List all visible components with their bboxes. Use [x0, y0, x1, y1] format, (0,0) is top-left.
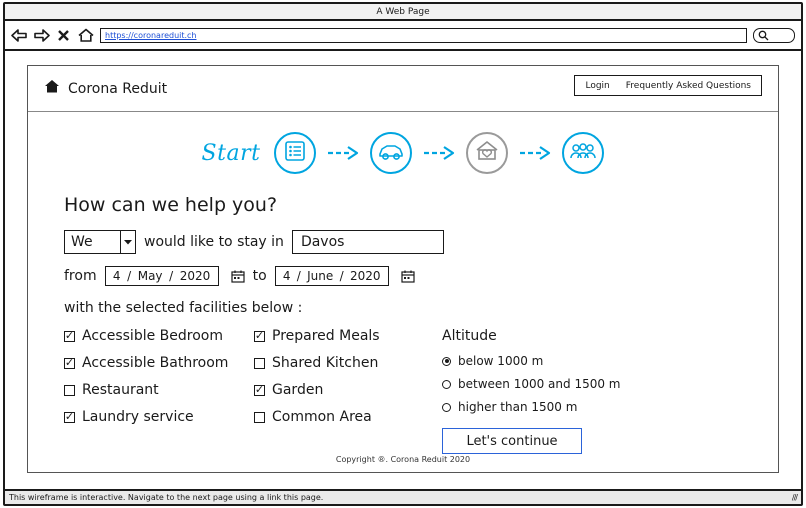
date-sep: / — [169, 269, 174, 283]
checkbox-label: Laundry service — [82, 409, 194, 425]
checkbox-shared-kitchen[interactable] — [254, 355, 424, 371]
checkbox-label: Garden — [272, 382, 324, 398]
dashed-arrow-icon — [518, 141, 552, 165]
car-icon — [378, 141, 404, 165]
date-sep: / — [127, 269, 132, 283]
checkbox-box — [254, 412, 265, 423]
checkbox-accessible-bathroom[interactable] — [64, 355, 254, 371]
nav-button-group — [11, 27, 94, 44]
dates-row — [64, 266, 778, 286]
checkbox-laundry-service[interactable] — [64, 409, 254, 425]
checkbox-label: Accessible Bedroom — [82, 328, 223, 344]
checkbox-label: Accessible Bathroom — [82, 355, 229, 371]
radio-label: below 1000 m — [458, 354, 544, 368]
dashed-arrow-icon — [326, 141, 360, 165]
header-links — [574, 75, 762, 96]
back-arrow-icon[interactable] — [11, 27, 28, 44]
resize-grip-icon[interactable]: /// — [791, 493, 797, 502]
people-group-icon — [569, 141, 597, 165]
destination-input[interactable] — [292, 230, 444, 254]
checkbox-label: Restaurant — [82, 382, 159, 398]
page-title: How can we help you? — [64, 194, 278, 216]
brand[interactable] — [44, 79, 167, 98]
date-from-day: 4 — [112, 269, 121, 283]
radio-box — [442, 403, 451, 412]
progress-stepper — [28, 124, 778, 182]
checkbox-label: Prepared Meals — [272, 328, 380, 344]
facilities-column-1 — [64, 328, 254, 454]
radio-box — [442, 357, 451, 366]
home-icon[interactable] — [77, 27, 94, 44]
calendar-icon[interactable] — [231, 269, 245, 283]
date-from-month: May — [137, 269, 163, 283]
checkbox-prepared-meals[interactable] — [254, 328, 424, 344]
date-from-input[interactable] — [105, 266, 219, 286]
radio-box — [442, 380, 451, 389]
calendar-icon[interactable] — [401, 269, 415, 283]
step-people[interactable] — [562, 132, 604, 174]
browser-toolbar — [5, 21, 801, 51]
step-car[interactable] — [370, 132, 412, 174]
search-icon — [758, 26, 769, 45]
checkbox-box — [254, 331, 265, 342]
facilities-label: with the selected facilities below : — [64, 300, 303, 316]
checkbox-box — [254, 385, 265, 396]
radio-between-1000-1500[interactable] — [442, 377, 672, 391]
page-footer: Copyright ®. Corona Reduit 2020 — [335, 455, 471, 464]
close-x-icon[interactable] — [55, 27, 72, 44]
checkbox-common-area[interactable] — [254, 409, 424, 425]
facilities-column-2 — [254, 328, 424, 454]
checkbox-box — [64, 412, 75, 423]
checklist-icon — [283, 139, 307, 167]
subject-select-value: We — [71, 234, 93, 250]
radio-label: between 1000 and 1500 m — [458, 377, 621, 391]
checkbox-box — [64, 385, 75, 396]
radio-below-1000[interactable] — [442, 354, 672, 368]
forward-arrow-icon[interactable] — [33, 27, 50, 44]
stay-label: would like to stay in — [144, 234, 284, 250]
date-to-year: 2020 — [349, 269, 381, 283]
status-text: This wireframe is interactive. Navigate to the next page using a link this page. — [9, 493, 324, 502]
date-sep: / — [296, 269, 301, 283]
stay-row — [64, 230, 778, 254]
faq-link[interactable]: Frequently Asked Questions — [625, 80, 751, 91]
from-label: from — [64, 268, 97, 284]
radio-label: higher than 1500 m — [458, 400, 578, 414]
address-bar[interactable] — [100, 28, 747, 43]
browser-statusbar — [5, 489, 801, 504]
browser-window — [3, 2, 803, 506]
checkbox-garden[interactable] — [254, 382, 424, 398]
address-bar-url: https://coronareduit.ch — [105, 30, 197, 40]
browser-titlebar — [5, 4, 801, 21]
site-header — [28, 66, 778, 112]
login-link[interactable]: Login — [585, 80, 610, 91]
subject-select[interactable] — [64, 230, 136, 254]
continue-button[interactable]: Let's continue — [442, 428, 582, 454]
destination-value: Davos — [300, 234, 345, 250]
browser-search-box[interactable] — [753, 28, 795, 43]
date-to-month: June — [307, 269, 334, 283]
checkbox-box — [64, 331, 75, 342]
checkbox-label: Common Area — [272, 409, 372, 425]
dashed-arrow-icon — [422, 141, 456, 165]
web-page — [27, 65, 779, 473]
house-heart-icon — [474, 139, 500, 167]
to-label: to — [252, 268, 267, 284]
checkbox-box — [254, 358, 265, 369]
step-accommodation[interactable] — [466, 132, 508, 174]
facilities-columns — [64, 328, 778, 454]
home-icon — [44, 79, 60, 98]
stepper-start-label: Start — [201, 140, 261, 166]
checkbox-box — [64, 358, 75, 369]
checkbox-restaurant[interactable] — [64, 382, 254, 398]
checkbox-label: Shared Kitchen — [272, 355, 379, 371]
date-to-input[interactable] — [275, 266, 389, 286]
date-from-year: 2020 — [179, 269, 211, 283]
radio-higher-1500[interactable] — [442, 400, 672, 414]
chevron-down-icon — [120, 231, 135, 253]
step-checklist[interactable] — [274, 132, 316, 174]
browser-viewport — [5, 51, 801, 492]
checkbox-accessible-bedroom[interactable] — [64, 328, 254, 344]
brand-label: Corona Reduit — [68, 80, 168, 97]
window-title: A Web Page — [376, 6, 430, 17]
form-body — [28, 182, 778, 454]
altitude-title: Altitude — [442, 328, 497, 344]
date-sep: / — [339, 269, 344, 283]
date-to-day: 4 — [282, 269, 291, 283]
altitude-section — [424, 328, 672, 454]
